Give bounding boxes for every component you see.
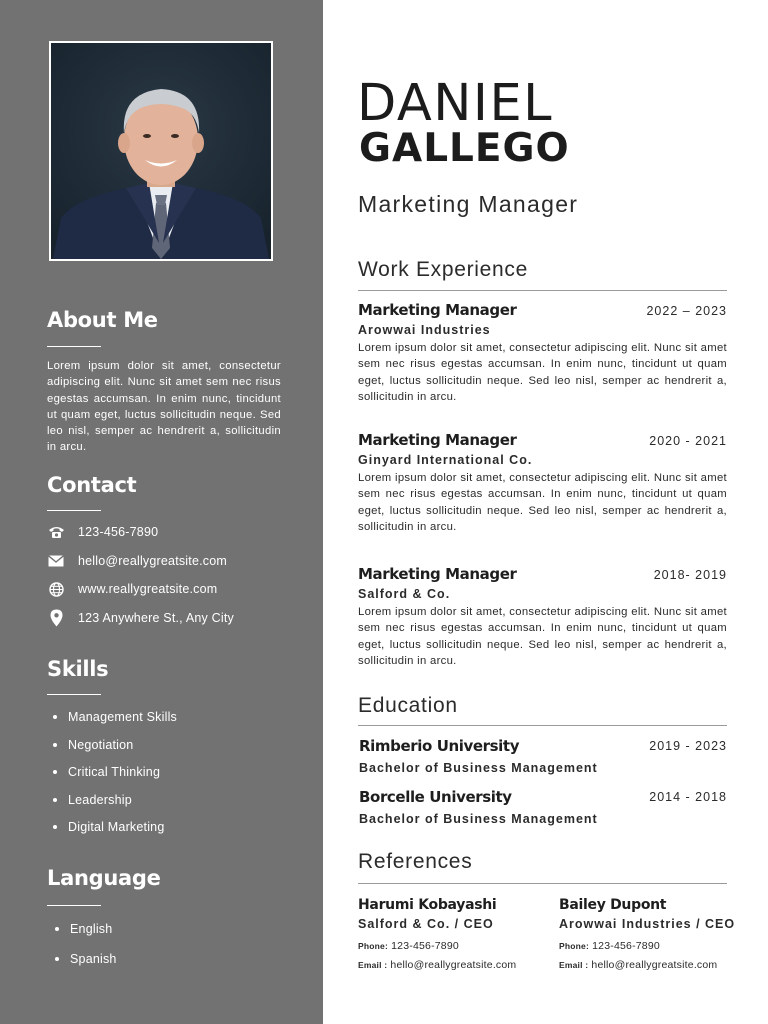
job-company: Ginyard International Co. <box>358 453 533 467</box>
school-name: Rimberio University <box>359 737 520 755</box>
job-company: Arowwai Industries <box>358 323 491 337</box>
job-role: Marketing Manager <box>358 301 517 319</box>
contact-website-text[interactable]: www.reallygreatsite.com <box>78 582 218 596</box>
reference-phone <box>559 939 660 953</box>
skill-item: Critical Thinking <box>47 764 177 792</box>
reference-email-value[interactable]: hello@reallygreatsite.com <box>390 959 517 971</box>
location-pin-icon <box>47 609 65 627</box>
education-dates: 2014 - 2018 <box>649 790 727 804</box>
skill-item: Digital Marketing <box>47 819 177 847</box>
school-name: Borcelle University <box>359 788 512 806</box>
job-dates: 2018- 2019 <box>653 568 727 582</box>
reference-name: Bailey Dupont <box>559 897 667 913</box>
job-role: Marketing Manager <box>358 565 517 583</box>
skills-divider <box>47 694 101 695</box>
reference-name: Harumi Kobayashi <box>358 897 497 913</box>
skill-item: Negotiation <box>47 737 177 765</box>
work-experience-heading: Work Experience <box>358 258 529 281</box>
contact-email-text[interactable]: hello@reallygreatsite.com <box>78 554 228 568</box>
reference-phone <box>358 939 459 953</box>
profile-photo-image <box>51 43 271 259</box>
reference-phone-label: Phone: <box>559 941 590 951</box>
reference-phone-value[interactable]: 123-456-7890 <box>391 940 459 952</box>
job-description: Lorem ipsum dolor sit amet, consectetur adipiscing elit. Nunc sit amet sem nec risus egestas accumsan. In enim nunc, tincidunt ut quam eget, luctus sollicitudin neque. Sed leo nisl, semper ac hendrerit a, sollicitudin in arcu. <box>358 606 727 668</box>
education-heading: Education <box>358 694 458 717</box>
reference-position: Arowwai Industries / CEO <box>559 917 736 931</box>
job-dates: 2020 - 2021 <box>649 434 727 448</box>
job-title: Marketing Manager <box>358 191 579 217</box>
contact-email <box>47 551 228 571</box>
education-dates: 2019 - 2023 <box>649 739 727 753</box>
language-divider <box>47 905 101 906</box>
language-item: Spanish <box>47 951 117 981</box>
work-experience-divider <box>358 290 727 291</box>
degree-name: Bachelor of Business Management <box>359 812 598 826</box>
skills-heading: Skills <box>47 657 109 681</box>
skills-list <box>47 709 177 847</box>
sidebar <box>0 0 323 1024</box>
profile-photo <box>49 41 273 261</box>
last-name: GALLEGO <box>359 126 570 171</box>
contact-address <box>47 608 234 628</box>
reference-position: Salford & Co. / CEO <box>358 917 494 931</box>
skill-item: Leadership <box>47 792 177 820</box>
reference-phone-value[interactable]: 123-456-7890 <box>592 940 660 952</box>
contact-divider <box>47 510 101 511</box>
globe-icon <box>47 580 65 598</box>
job-role: Marketing Manager <box>358 431 517 449</box>
language-heading: Language <box>47 866 161 890</box>
about-text: Lorem ipsum dolor sit amet, consectetur adipiscing elit. Nunc sit amet sem nec risus egestas accumsan. In enim nunc, tincidunt ut quam eget, luctus sollicitudin neque. Sed leo nisl, semper ac hendrerit a, sollicitudin in arcu. <box>47 360 281 454</box>
contact-address-text: 123 Anywhere St., Any City <box>78 611 234 625</box>
reference-email <box>358 958 516 972</box>
contact-phone-text[interactable]: 123-456-7890 <box>78 525 159 539</box>
job-description: Lorem ipsum dolor sit amet, consectetur adipiscing elit. Nunc sit amet sem nec risus egestas accumsan. In enim nunc, tincidunt ut quam eget, luctus sollicitudin neque. Sed leo nisl, semper ac hendrerit a, sollicitudin in arcu. <box>358 342 727 404</box>
contact-phone <box>47 522 159 542</box>
about-divider <box>47 346 101 347</box>
job-company: Salford & Co. <box>358 587 451 601</box>
reference-email-label: Email : <box>358 960 388 970</box>
references-divider <box>358 883 727 884</box>
mail-icon <box>47 552 65 570</box>
reference-email <box>559 958 717 972</box>
language-list <box>47 921 117 981</box>
phone-icon <box>47 523 65 541</box>
reference-phone-label: Phone: <box>358 941 389 951</box>
job-dates: 2022 – 2023 <box>646 304 727 318</box>
contact-heading: Contact <box>47 473 137 497</box>
job-description: Lorem ipsum dolor sit amet, consectetur adipiscing elit. Nunc sit amet sem nec risus egestas accumsan. In enim nunc, tincidunt ut quam eget, luctus sollicitudin neque. Sed leo nisl, semper ac hendrerit a, sollicitudin in arcu. <box>358 472 727 534</box>
contact-website <box>47 579 218 599</box>
skill-item: Management Skills <box>47 709 177 737</box>
reference-email-label: Email : <box>559 960 589 970</box>
references-heading: References <box>358 850 473 873</box>
language-item: English <box>47 921 117 951</box>
first-name: DANIEL <box>357 74 554 133</box>
degree-name: Bachelor of Business Management <box>359 761 598 775</box>
education-divider <box>358 725 727 726</box>
reference-email-value[interactable]: hello@reallygreatsite.com <box>591 959 718 971</box>
about-heading: About Me <box>47 308 158 332</box>
